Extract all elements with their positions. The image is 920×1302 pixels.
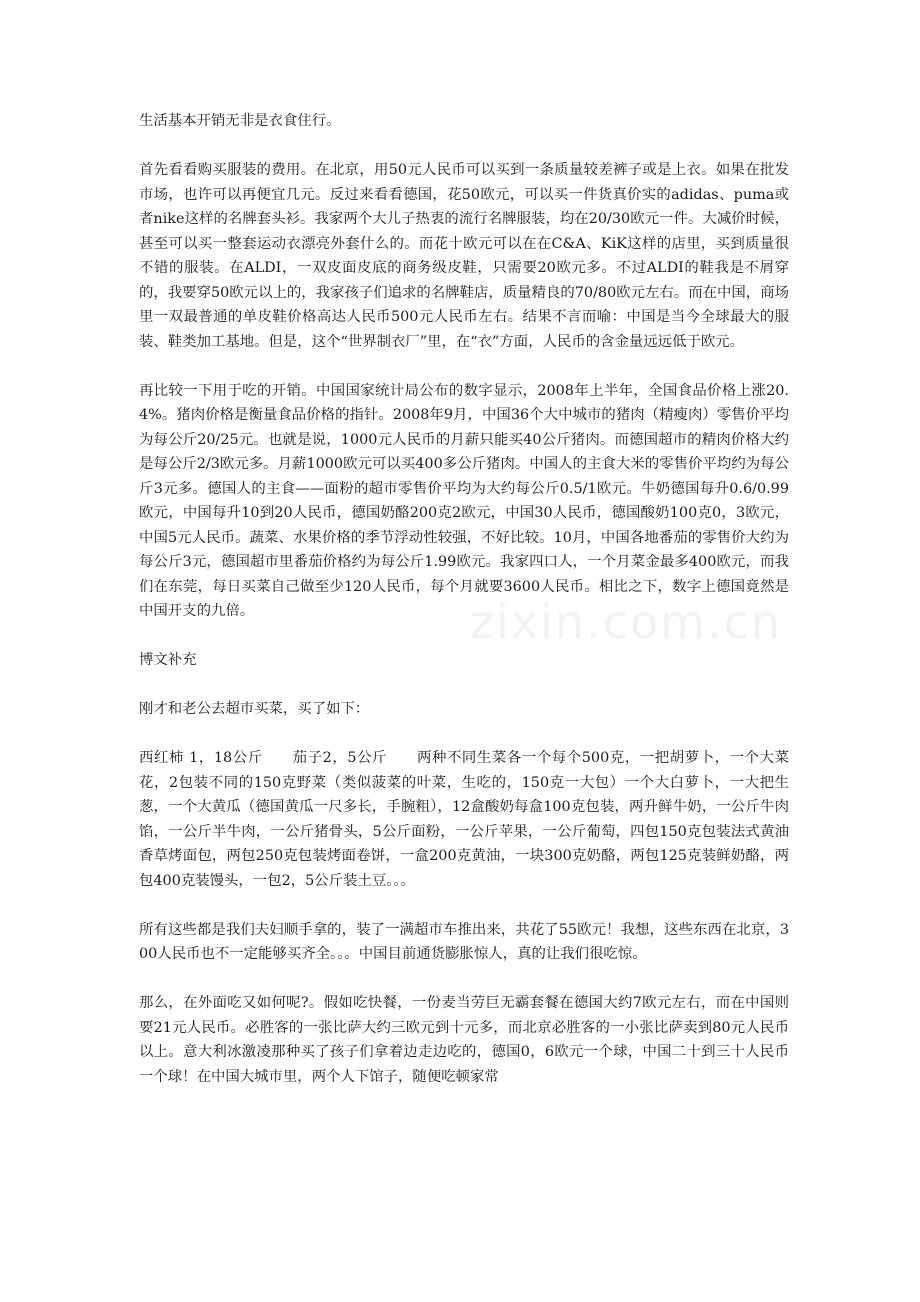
paragraph-supermarket-intro: 刚才和老公去超市买菜，买了如下： <box>139 701 370 717</box>
paragraph-basic-expenses: 生活基本开销无非是衣食住行。 <box>139 113 341 129</box>
paragraph-total-cost: 所有这些都是我们夫妇顺手拿的，装了一满超市车推出来，共花了55欧元！我想，这些东西在北京，300人民币也不一定能够买齐全。。。中国目前通货膨胀惊人，真的让我们很吃惊。 <box>139 921 789 962</box>
document-body <box>139 109 789 1114</box>
paragraph-eating-out: 那么，在外面吃又如何呢?。假如吃快餐，一份麦当劳巨无霸套餐在德国大约7欧元左右，而在中国则要21元人民币。必胜客的一张比萨大约三欧元到十元多，而北京必胜客的一小张比萨卖到80元人民币以上。意大利冰激凌那种买了孩子们拿着边走边吃的，德国0，6欧元一个球，中国二十到三十人民币一个球！在中国大城市里，两个人下馆子，随便吃顿家常 <box>139 995 789 1085</box>
watermark: zixin.com.cn <box>470 595 783 649</box>
paragraph-clothing: 首先看看购买服装的费用。在北京，用50元人民币可以买到一条质量较差裤子或是上衣。如果在批发市场，也许可以再便宜几元。反过来看看德国，花50欧元，可以买一件货真价实的adidas、puma或者nike这样的名牌套头衫。我家两个大儿子热衷的流行名牌服装，均在20/30欧元一件。大减价时候，甚至可以买一整套运动衣漂亮外套什么的。而花十欧元可以在在C&A、KiK这样的店里，买到质量很不错的服装。在ALDI，一双皮面皮底的商务级皮鞋，只需要20欧元多。不过ALDI的鞋我是不屑穿的，我要穿50欧元以上的，我家孩子们追求的名牌鞋店，质量精良的70/80欧元左右。而在中国，商场里一双最普通的单皮鞋价格高达人民币500元人民币左右。结果不言而喻：中国是当今全球最大的服装、鞋类加工基地。但是，这个“世界制衣厂”里，在“衣”方面，人民币的含金量远远低于欧元。 <box>139 162 789 350</box>
paragraph-supplement-heading: 博文补充 <box>139 652 197 668</box>
paragraph-shopping-list: 西红柿 1，18公斤 茄子2，5公斤 两种不同生菜各一个每个500克，一把胡萝卜，一个大菜花，2包装不同的150克野菜（类似菠菜的叶菜，生吃的，150克一大包）一个大白萝卜，一大把生葱，一个大黄瓜（德国黄瓜一尺多长，手腕粗），12盒酸奶每盒100克包装，两升鲜牛奶，一公斤牛肉馅，一公斤半牛肉，一公斤猪骨头，5公斤面粉，一公斤苹果，一公斤葡萄，四包150克包装法式黄油香草烤面包，两包250克包装烤面卷饼，一盒200克黄油，一块300克奶酪，两包125克装鲜奶酪，两包400克装馒头，一包2，5公斤装土豆。。。 <box>139 750 789 889</box>
paragraph-food: 再比较一下用于吃的开销。中国国家统计局公布的数字显示，2008年上半年，全国食品价格上涨20.4%。猪肉价格是衡量食品价格的指针。2008年9月，中国36个大中城市的猪肉（精瘦肉）零售价平均为每公斤20/25元。也就是说，1000元人民币的月薪只能买40公斤猪肉。而德国超市的精肉价格大约是每公斤2/3欧元多。月薪1000欧元可以买400多公斤猪肉。中国人的主食大米的零售价平均约为每公斤3元多。德国人的主食——面粉的超市零售价平均为大约每公斤0.5/1欧元。牛奶德国每升0.6/0.99欧元，中国每升10到20人民币，德国奶酪200克2欧元，中国30人民币，德国酸奶100克0，3欧元，中国5元人民币。蔬菜、水果价格的季节浮动性较强，不好比较。10月，中国各地番茄的零售价大约为每公斤3元，德国超市里番茄价格约为每公斤1.99欧元。我家四口人，一个月菜金最多400欧元，而我们在东莞，每日买菜自己做至少120人民币，每个月就要3600人民币。相比之下，数字上德国竟然是中国开支的九倍。 <box>139 382 789 619</box>
